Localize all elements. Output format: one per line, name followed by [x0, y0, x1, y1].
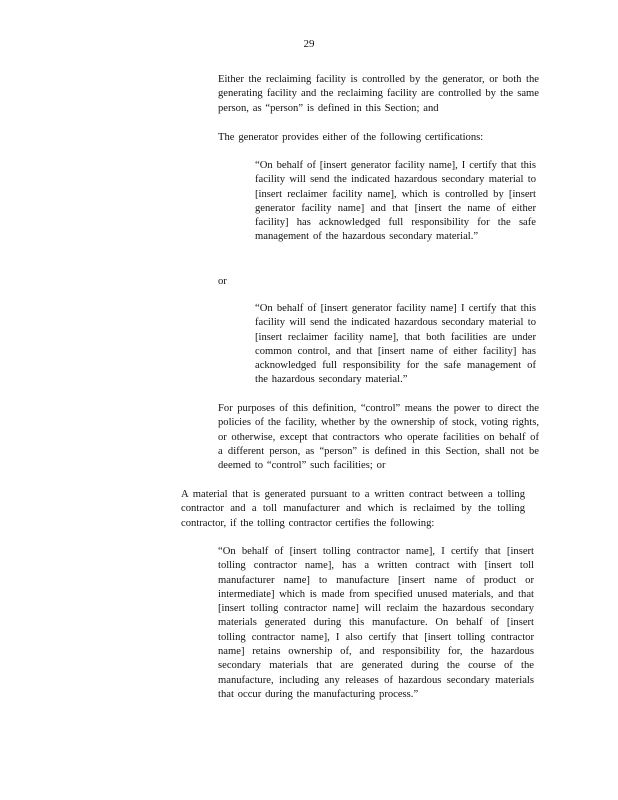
or-connector: or — [218, 276, 227, 287]
page-number: 29 — [303, 38, 315, 50]
paragraph-control-definition: For purposes of this definition, “control” means the power to direct the policies of the facility, whether by the ownership of stock, voting rights, or otherwise, except that contractors who operate facilities on behalf of a different person, as “person” is defined in this Section, shall not be deemed to “control” such facilities; or — [218, 403, 539, 472]
certification-quote-tolling: “On behalf of [insert tolling contractor name], I certify that [insert tolling contractor name], has a written contract with [insert toll manufacturer name] to manufacture [insert name of product or intermediate] which is made from specified unused materials, and that [insert tolling contractor name] will reclaim the hazardous secondary materials generated during this manufacture. On behalf of [insert tolling contractor name], I also certify that [insert tolling contractor name] retains ownership of, and responsibility for, the hazardous secondary materials that are generated during the course of the manufacture, including any releases of hazardous secondary materials that occur during the manufacturing process.” — [218, 546, 534, 700]
certification-quote-controlled: “On behalf of [insert generator facility name], I certify that this facility will send the indicated hazardous secondary material to [insert reclaimer facility name], which is controlled by [insert generator facility name] and that [insert the name of either facility] has acknowledged full responsibility for the safe management of the hazardous secondary material.” — [255, 160, 536, 243]
paragraph-reclaiming-facility-control: Either the reclaiming facility is controlled by the generator, or both the generating facility and the reclaiming facility are controlled by the same person, as “person” is defined in this Section; and — [218, 74, 539, 114]
paragraph-tolling-contractor: A material that is generated pursuant to a written contract between a tolling contractor and a toll manufacturer and which is reclaimed by the tolling contractor, if the tolling contractor certifies the following: — [181, 489, 525, 529]
certification-quote-common-control: “On behalf of [insert generator facility name] I certify that this facility will send the indicated hazardous secondary material to [insert reclaimer facility name], that both facilities are under common control, and that [insert name of either facility] has acknowledged full responsibility for the safe management of the hazardous secondary material.” — [255, 303, 536, 386]
paragraph-generator-certifications: The generator provides either of the following certifications: — [218, 132, 484, 143]
